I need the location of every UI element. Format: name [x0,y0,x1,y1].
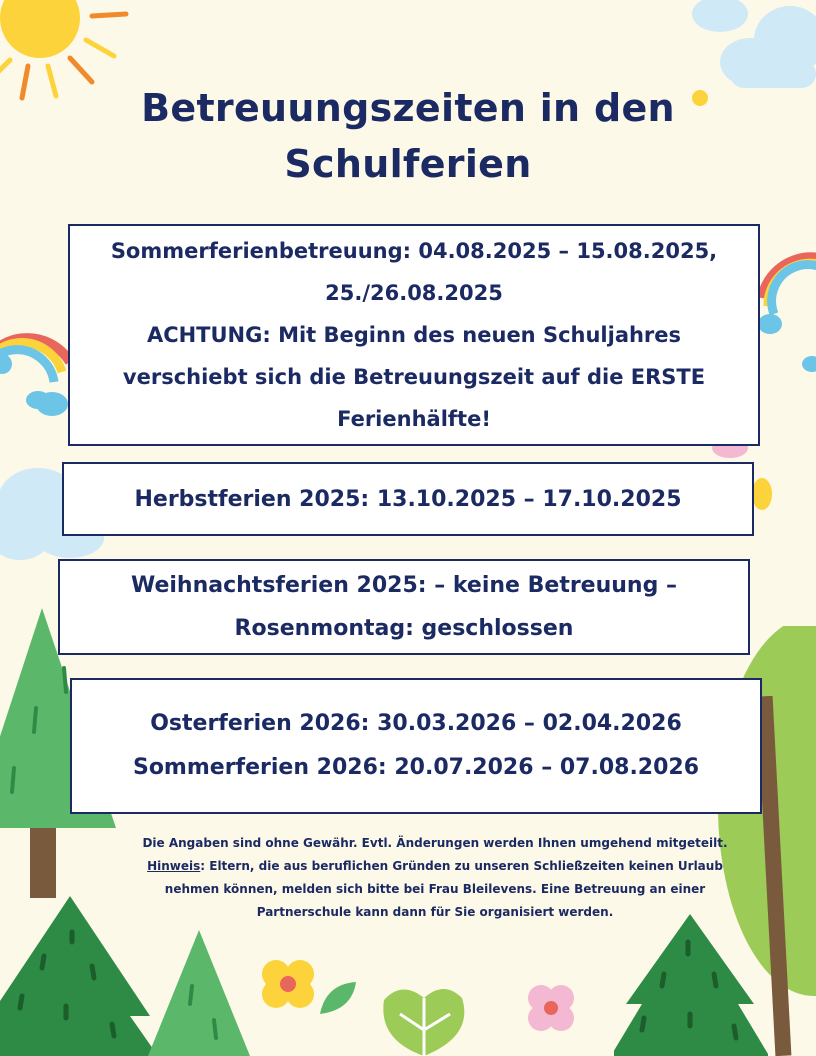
disclaimer-note [110,832,760,924]
christmas-2025-box [58,559,750,655]
tree-icon [144,930,254,1056]
leaf-icon [378,980,470,1056]
rosenmontag-text: Rosenmontag: geschlossen [234,616,574,641]
title-line-1: Betreuungszeiten in den [141,86,675,130]
summer-2025-warning-cont: verschiebt sich die Betreuungszeit auf die ERSTE [122,365,706,389]
summer-2025-warning-end: Ferienhälfte! [337,407,491,431]
summer-2025-warning: ACHTUNG: Mit Beginn des neuen Schuljahres [146,323,682,347]
leaf-icon [316,978,360,1018]
autumn-2025-dates: Herbstferien 2025: 13.10.2025 – 17.10.2025 [134,486,682,512]
cloud-icon [680,0,816,100]
title-line-2: Schulferien [284,142,532,186]
tree-icon [614,914,768,1056]
summer-2025-dates-cont: 25./26.08.2025 [325,281,503,305]
rainbow-icon [752,248,816,378]
disclaimer-line-1: Die Angaben sind ohne Gewähr. Evtl. Änderungen werden Ihnen umgehend mitgeteilt. [142,836,728,850]
rainbow-icon [0,292,76,422]
summer-2025-box [68,224,760,446]
page-title [120,80,696,192]
flower-icon [258,956,318,1012]
disclaimer-line-3: nehmen können, melden sich bitte bei Frau Bleilevens. Eine Betreuung an einer [164,882,706,896]
summer-2026-dates: Sommerferien 2026: 20.07.2026 – 07.08.2026 [132,755,700,780]
hint-label: Hinweis [147,859,201,873]
holidays-2026-box [70,678,762,814]
sun-icon [0,0,140,110]
hint-text: : Eltern, die aus beruflichen Gründen zu unseren Schließzeiten keinen Urlaub [200,859,723,873]
disclaimer-line-2 [110,855,760,878]
flower-icon [524,982,578,1034]
christmas-2025-text: Weihnachtsferien 2025: – keine Betreuung – [130,573,677,598]
summer-2025-dates: Sommerferienbetreuung: 04.08.2025 – 15.08.2025, [110,239,718,263]
flower-icon [752,474,776,520]
autumn-2025-box [62,462,754,536]
easter-2026-dates: Osterferien 2026: 30.03.2026 – 02.04.2026 [150,711,682,736]
disclaimer-line-4: Partnerschule kann dann für Sie organisiert werden. [256,905,614,919]
